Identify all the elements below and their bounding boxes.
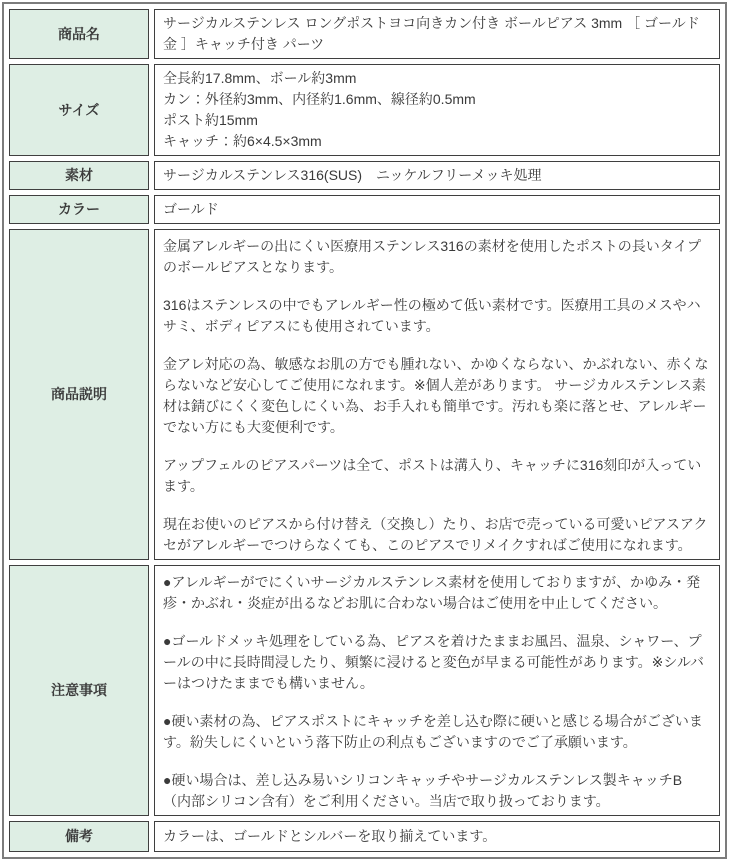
- row-label-product-name: 商品名: [9, 9, 149, 59]
- row-value-color: [154, 195, 720, 224]
- row-value-notes: [154, 821, 720, 852]
- size-text: カン：外径約3mm、内径約1.6mm、線径約0.5mm: [163, 91, 476, 107]
- table-row-notes: [9, 821, 720, 852]
- color-text: ゴールド: [163, 201, 219, 217]
- row-value-precautions: [154, 565, 720, 816]
- row-label-description: 商品説明: [9, 229, 149, 560]
- row-label-material: 素材: [9, 161, 149, 190]
- table-row-product-name: [9, 9, 720, 59]
- precautions-text: ●硬い場合は、差し込み易いシリコンキャッチやサージカルステンレス製キャッチB（内部シリコン含有）をご利用ください。当店で取り扱っております。: [163, 772, 683, 809]
- row-value-material: [154, 161, 720, 190]
- size-text: 全長約17.8mm、ボール約3mm: [163, 70, 357, 86]
- precautions-text: ●ゴールドメッキ処理をしている為、ピアスを着けたままお風呂、温泉、シャワー、プールの中に長時間浸したり、頻繁に浸けると変色が早まる可能性があります。※シルバーはつけたままでも構いません。: [163, 633, 704, 691]
- notes-text: カラーは、ゴールドとシルバーを取り揃えています。: [163, 828, 497, 844]
- product-info-table: [2, 2, 727, 859]
- row-label-notes: 備考: [9, 821, 149, 852]
- description-text: アップフェルのピアスパーツは全て、ポストは溝入り、キャッチに316刻印が入っています。: [163, 457, 702, 494]
- material-text: サージカルステンレス316(SUS) ニッケルフリーメッキ処理: [163, 167, 542, 183]
- description-text: 現在お使いのピアスから付け替え（交換し）たり、お店で売っている可愛いピアスアクセがアレルギーでつけらなくても、このピアスでリメイクすればご使用になれます。: [163, 516, 708, 553]
- row-value-size: [154, 64, 720, 156]
- row-label-precautions: 注意事項: [9, 565, 149, 816]
- precautions-text: ●アレルギーがでにくいサージカルステンレス素材を使用しておりますが、かゆみ・発疹・かぶれ・炎症が出るなどお肌に合わない場合はご使用を中止してください。: [163, 574, 701, 611]
- table-row-material: [9, 161, 720, 190]
- row-label-size: サイズ: [9, 64, 149, 156]
- size-text: キャッチ：約6×4.5×3mm: [163, 133, 322, 149]
- row-value-description: [154, 229, 720, 560]
- row-value-product-name: [154, 9, 720, 59]
- row-label-color: カラー: [9, 195, 149, 224]
- table-row-description: [9, 229, 720, 560]
- table-row-color: [9, 195, 720, 224]
- table-row-precautions: [9, 565, 720, 816]
- product-info-table-body: [9, 9, 720, 852]
- precautions-text: ●硬い素材の為、ピアスポストにキャッチを差し込む際に硬いと感じる場合がございます。紛失しにくいという落下防止の利点もございますのでご了承願います。: [163, 713, 703, 750]
- size-text: ポスト約15mm: [163, 112, 258, 128]
- table-row-size: [9, 64, 720, 156]
- description-text: 金属アレルギーの出にくい医療用ステンレス316の素材を使用したポストの長いタイプのボールピアスとなります。: [163, 238, 701, 275]
- description-text: 316はステンレスの中でもアレルギー性の極めて低い素材です。医療用工具のメスやハサミ、ボディピアスにも使用されています。: [163, 297, 701, 334]
- description-text: 金アレ対応の為、敏感なお肌の方でも腫れない、かゆくならない、かぶれない、赤くならないなど安心してご使用になれます。※個人差があります。 サージカルステンレス素材は錆びにくく変色しにくい為、お手入れも簡単です。汚れも楽に落とせ、アレルギーでない方にも大変便利です。: [163, 356, 709, 435]
- product-name-text: サージカルステンレス ロングポストヨコ向きカン付き ボールピアス 3mm ［ ゴールド 金 ］キャッチ付き パーツ: [163, 15, 700, 52]
